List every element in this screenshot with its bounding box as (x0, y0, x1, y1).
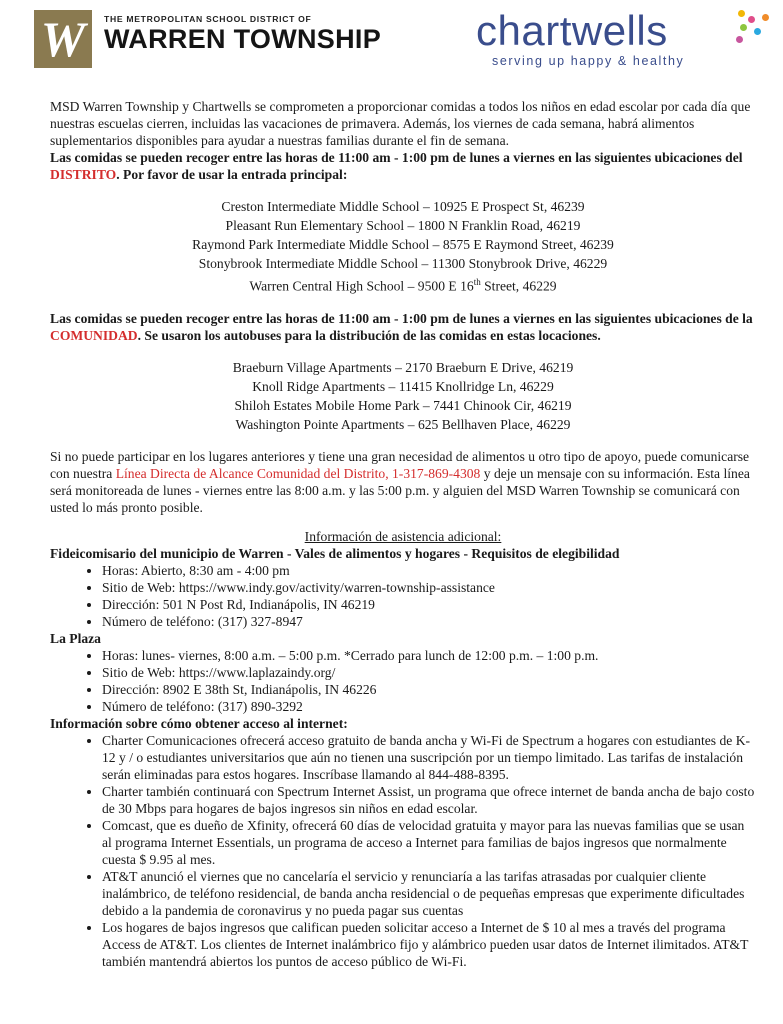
list-item: • Charter también continuará con Spectrum Internet Assist, un programa que ofrece internet de banda ancha de bajo costo de 30 Mbps para hogares de bajos ingresos sin niños en edad escolar. (102, 783, 756, 817)
warren-township-logo-icon (34, 10, 92, 68)
ordinal-suffix: th (473, 277, 481, 287)
intro-paragraph: MSD Warren Township y Chartwells se comprometen a proporcionar comidas a todos los niños en edad escolar por cada día que nuestras escuelas cierren, incluidas las vacaciones de primavera. Además, los viernes de cada semana, habrá alimentos suplementarios disponibles para ayudar a nuestras familias durante el fin de semana. (50, 99, 751, 148)
hotline-number: Línea Directa de Alcance Comunidad del Distrito, 1-317-869-4308 (115, 465, 481, 481)
page-header (0, 0, 783, 80)
chartwells-logo (476, 8, 776, 70)
logo-dot-icon (736, 36, 743, 43)
internet-heading: Información sobre cómo obtener acceso al internet: (50, 715, 348, 731)
hotline-paragraph (50, 448, 756, 516)
community-location: Knoll Ridge Apartments – 11415 Knollridge Ln, 46229 (252, 378, 554, 394)
district-highlight: DISTRITO (50, 167, 117, 182)
district-heading (50, 149, 756, 183)
trustee-list (50, 562, 756, 630)
list-item: • Número de teléfono: (317) 890-3292 (102, 698, 756, 715)
community-heading-end: . Se usaron los autobuses para la distribución de las comidas en estas locaciones. (137, 327, 601, 343)
list-item: • Número de teléfono: (317) 327-8947 (102, 613, 756, 630)
hotline-text-end: y deje un mensaje con su información. Esta línea será monitoreada de lunes - viernes entre las 8:00 a.m. y las 5:00 p.m. y alguien del MSD Warren Township se comunicará con usted lo más pronto posible. (50, 465, 750, 515)
logo-dot-icon (754, 28, 761, 35)
list-item: • AT&T anunció el viernes que no cancelaría el servicio y renunciaría a las tarifas atrasadas por cualquier cliente inalámbrico, de teléfono residencial, de banda ancha residencial o de pequeñas empresas que experimente dificultades debido a la pandemia de coronavirus y no pueda pagar sus cuentas (102, 868, 756, 919)
community-locations (50, 358, 756, 434)
hotline-text: Si no puede participar en los lugares anteriores y tiene una gran necesidad de alimentos u otro tipo de apoyo, puede comunicarse con nuestra (50, 448, 750, 481)
district-name (104, 14, 381, 54)
location-text: Warren Central High School – 9500 E 16 (249, 278, 474, 294)
community-location: Braeburn Village Apartments – 2170 Braeburn E Drive, 46219 (232, 359, 574, 375)
list-item: • Horas: lunes- viernes, 8:00 a.m. – 5:00 p.m. *Cerrado para lunch de 12:00 p.m. – 1:00 p.m. (102, 647, 756, 664)
laplaza-list (50, 647, 756, 715)
trustee-heading: Fideicomisario del municipio de Warren - Vales de alimentos y hogares - Requisitos de elegibilidad (50, 545, 620, 561)
additional-title: Información de asistencia adicional: (304, 528, 502, 544)
chartwells-wordmark: chartwells (476, 7, 668, 54)
community-highlight: COMUNIDAD (50, 327, 138, 343)
list-item: • Los hogares de bajos ingresos que califican pueden solicitar acceso a Internet de $ 10 al mes a través del programa Access de AT&T. Los clientes de Internet inalámbrico fijo y alámbrico pueden usar datos de Internet ilimitados. AT&T también mantendrá abiertos los puntos de acceso público de Wi-Fi. (102, 919, 756, 970)
list-item: • Sitio de Web: https://www.indy.gov/activity/warren-township-assistance (102, 579, 756, 596)
logo-mark: W (40, 11, 86, 67)
list-item: • Sitio de Web: https://www.laplazaindy.org/ (102, 664, 756, 681)
community-location: Washington Pointe Apartments – 625 Bellhaven Place, 46229 (235, 416, 571, 432)
laplaza-heading: La Plaza (50, 630, 101, 646)
district-location: Stonybrook Intermediate Middle School – 11300 Stonybrook Drive, 46229 (198, 256, 608, 271)
list-item: • Dirección: 8902 E 38th St, Indianápolis, IN 46226 (102, 681, 756, 698)
district-location: Raymond Park Intermediate Middle School – 8575 E Raymond Street, 46239 (192, 237, 614, 252)
district-location: Creston Intermediate Middle School – 10925 E Prospect St, 46239 (221, 199, 585, 214)
list-item: • Horas: Abierto, 8:30 am - 4:00 pm (102, 562, 756, 579)
district-heading-text: Las comidas se pueden recoger entre las horas de 11:00 am - 1:00 pm de lunes a viernes en las siguientes ubicaciones del (50, 150, 743, 165)
district-location: Pleasant Run Elementary School – 1800 N Franklin Road, 46219 (225, 218, 581, 233)
logo-dot-icon (762, 14, 769, 21)
logo-dot-icon (748, 16, 755, 23)
internet-list (50, 732, 756, 970)
location-text-end: Street, 46229 (480, 278, 557, 294)
district-name-small: THE METROPOLITAN SCHOOL DISTRICT OF (104, 14, 312, 24)
list-item: • Comcast, que es dueño de Xfinity, ofrecerá 60 días de velocidad gratuita y mayor para las nuevas familias que se usan al programa Internet Essentials, un programa de acceso a Internet para familias de bajos ingresos que normalmente cuesta $ 9.95 al mes. (102, 817, 756, 868)
chartwells-tagline: serving up happy & healthy (492, 54, 685, 68)
community-location: Shiloh Estates Mobile Home Park – 7441 Chinook Cir, 46219 (234, 397, 572, 413)
community-heading-text: Las comidas se pueden recoger entre las horas de 11:00 am - 1:00 pm de lunes a viernes en las siguientes ubicaciones de la (50, 310, 753, 326)
page-content (50, 98, 756, 970)
logo-dot-icon (738, 10, 745, 17)
district-location (50, 273, 756, 296)
list-item: • Charter Comunicaciones ofrecerá acceso gratuito de banda ancha y Wi-Fi de Spectrum a hogares con estudiantes de K-12 y / o estudiantes universitarios que aún no tienen una suscripción por un tiempo limitado. Las tarifas de instalación serán eliminadas para estos hogares. Inscríbase llamando al 844-488-8395. (102, 732, 756, 783)
community-heading (50, 310, 756, 344)
district-heading-end: . Por favor de usar la entrada principal: (116, 167, 348, 182)
district-name-big: WARREN TOWNSHIP (104, 24, 382, 54)
list-item: • Dirección: 501 N Post Rd, Indianápolis, IN 46219 (102, 596, 756, 613)
district-locations (50, 197, 756, 296)
logo-dot-icon (740, 24, 747, 31)
